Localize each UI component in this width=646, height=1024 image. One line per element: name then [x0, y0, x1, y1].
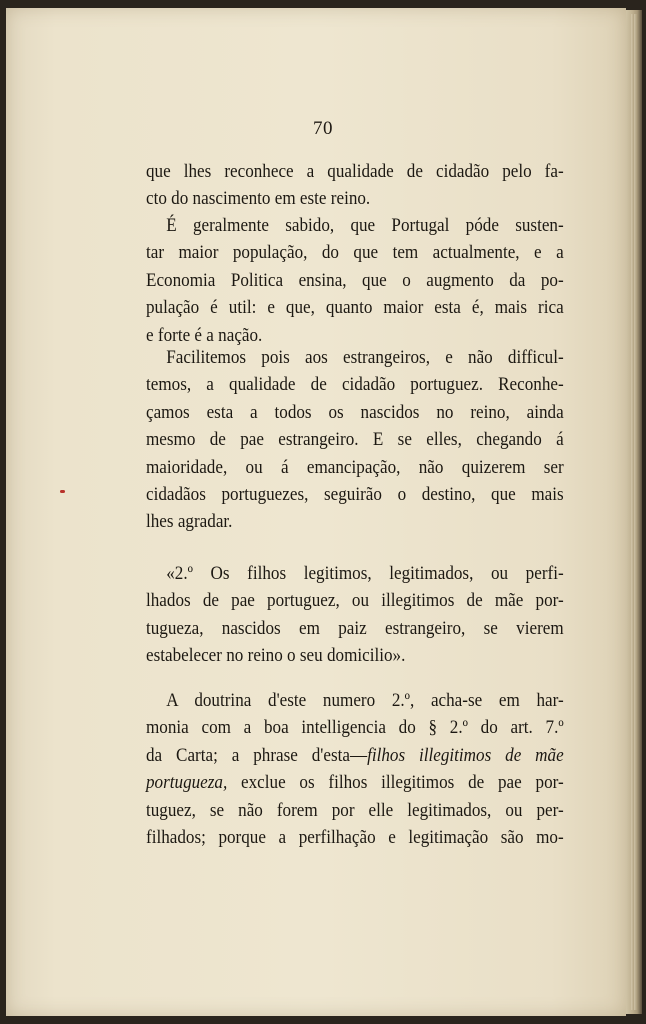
text-line: Facilitemos pois aos estrangeiros, e não difficul-: [166, 347, 564, 368]
paragraph-3: [146, 344, 564, 536]
ink-mark: [60, 490, 65, 493]
text-line: estabelecer no reino o seu domicilio».: [146, 645, 406, 667]
text-line: tar maior população, do que tem actualmente, e a: [146, 242, 564, 264]
text-line: cto do nascimento em este reino.: [146, 188, 371, 210]
text-line: pulação é util: e que, quanto maior esta é, mais rica: [146, 297, 564, 319]
text-run: exclue os filhos illegitimos de pae por-: [227, 772, 564, 794]
italic-phrase: filhos illegitimos de mãe: [367, 744, 564, 766]
text-line: mesmo de pae estrangeiro. E se elles, chegando á: [146, 429, 564, 451]
text-line: maioridade, ou á emancipação, não quizerem ser: [146, 456, 564, 478]
text-line-mixed: [146, 769, 564, 796]
text-line: A doutrina d'este numero 2.º, acha-se em har-: [166, 690, 564, 711]
italic-phrase: portugueza,: [146, 772, 228, 794]
page-number: 70: [313, 118, 333, 139]
text-line: É geralmente sabido, que Portugal póde susten-: [166, 215, 564, 236]
text-run: da Carta; a phrase d'esta—: [146, 744, 368, 766]
text-line-mixed: [146, 742, 564, 769]
text-line: filhados; porque a perfilhação e legitimação são mo-: [146, 827, 564, 849]
text-line: lhes agradar.: [146, 511, 233, 533]
paragraph-1: [146, 158, 564, 213]
text-line: e forte é a nação.: [146, 324, 263, 346]
text-line: que lhes reconhece a qualidade de cidadão pelo fa-: [146, 161, 564, 182]
text-line: monia com a boa intelligencia do § 2.º do art. 7.º: [146, 717, 564, 739]
text-line: tuguez, se não forem por elle legitimados, ou per-: [146, 799, 564, 821]
text-line: «2.º Os filhos legitimos, legitimados, ou perfi-: [166, 563, 564, 584]
paragraph-2: [146, 212, 564, 349]
text-line: temos, a qualidade de cidadão portuguez. Reconhe-: [146, 374, 564, 396]
text-line: tugueza, nascidos em paiz estrangeiro, se vierem: [146, 617, 564, 639]
quoted-law-article: [146, 560, 564, 670]
text-line: lhados de pae portuguez, ou illegitimos de mãe por-: [146, 590, 564, 612]
page-edge-lines: [631, 14, 637, 1010]
text-line: çamos esta a todos os nascidos no reino, ainda: [146, 401, 564, 423]
paragraph-commentary: [146, 687, 564, 851]
text-line: Economia Politica ensina, que o augmento da po-: [146, 269, 564, 291]
text-line: cidadãos portuguezes, seguirão o destino, que mais: [146, 484, 564, 506]
